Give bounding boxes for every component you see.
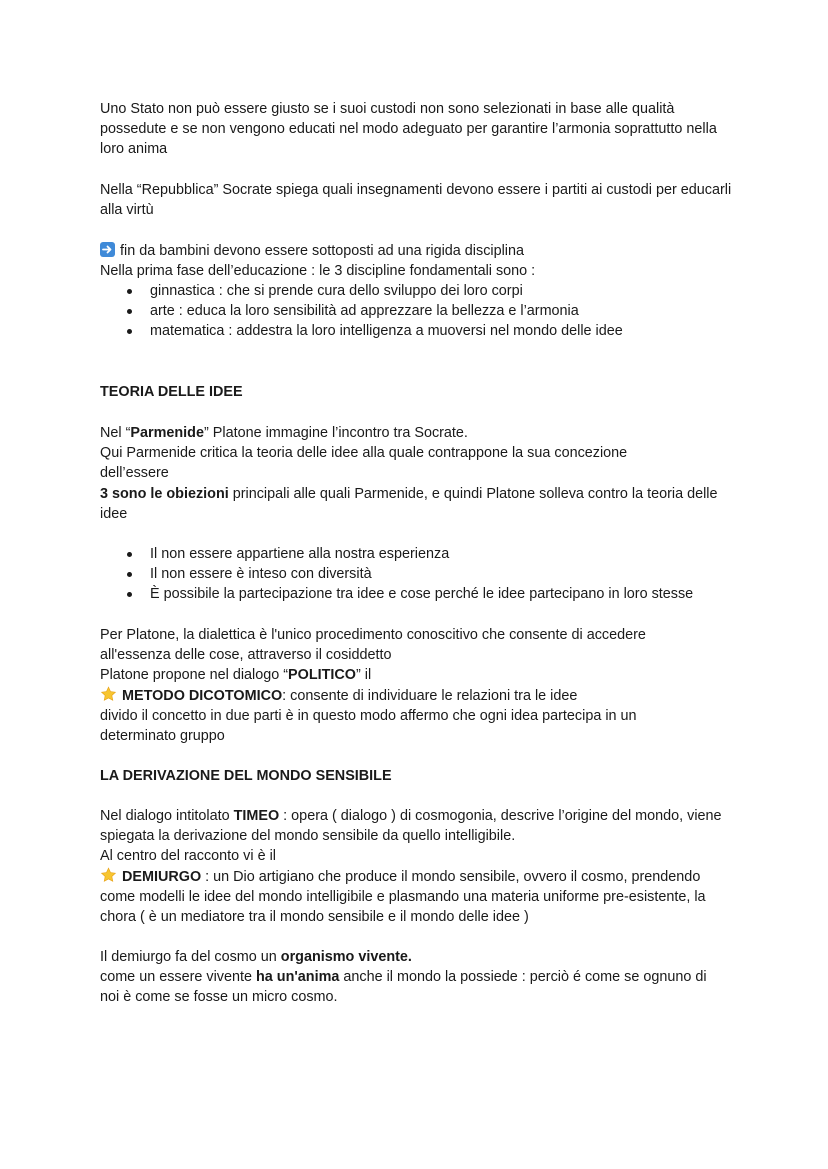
text-fragment: : opera ( dialogo ) di cosmogonia, descrive l’origine del mondo, viene spiegata la derivazione del mondo sensibile da quello intelligibile. [100, 808, 722, 845]
obiezioni-list [100, 544, 760, 605]
timeo-line [100, 806, 755, 846]
bold-demiurgo: DEMIURGO [122, 868, 202, 885]
metodo-line [100, 686, 700, 706]
prima-fase-text: Nella prima fase dell’educazione : le 3 discipline fondamentali sono : [100, 263, 536, 280]
paragraph-dialettica [100, 625, 700, 746]
demiurgo-line [100, 867, 720, 928]
text-fragment: : un Dio artigiano che produce il mondo sensibile, ovvero il cosmo, prendendo come modelli le idee del mondo intelligibile e plasmando una materia uniforme pre-esistente, la chora ( è un mediatore tra il mondo sensibile e il mondo delle idee ) [100, 868, 706, 926]
text-fragment: ” il [356, 667, 372, 684]
text-fragment: Nel dialogo intitolato [100, 808, 234, 824]
centro-racconto-text: Al centro del racconto vi è il [100, 848, 276, 865]
paragraph-parmenide [100, 423, 750, 524]
politico-line [100, 665, 700, 685]
list-item: ginnastica : che si prende cura dello sviluppo dei loro corpi [100, 281, 760, 301]
bold-timeo: TIMEO [233, 808, 280, 824]
list-item: Il non essere è inteso con diversità [100, 564, 760, 584]
text-fragment: : consente di individuare le relazioni tra le idee [282, 687, 578, 704]
paragraph-repubblica: Nella “Repubblica” Socrate spiega quali insegnamenti devono essere i partiti ai custodi per educarli alla virtù [100, 182, 732, 219]
list-item: È possibile la partecipazione tra idee e cose perché le idee partecipano in loro stesse [100, 584, 760, 604]
discipline-list [100, 281, 760, 342]
text-fragment: principali alle quali Parmenide, e quindi Platone solleva contro la teoria delle idee [100, 485, 718, 522]
parmenide-line [100, 423, 750, 443]
heading-teoria-idee: TEORIA DELLE IDEE [100, 384, 243, 400]
text-fragment: come un essere vivente [100, 969, 256, 986]
bold-metodo-dicotomico: METODO DICOTOMICO [122, 687, 283, 704]
disciplina-text: fin da bambini devono essere sottoposti ad una rigida disciplina [120, 243, 524, 259]
bold-anima: ha un'anima [255, 969, 340, 986]
text-fragment: Nel “ [100, 425, 131, 441]
list-item: matematica : addestra la loro intelligenza a muoversi nel mondo delle idee [100, 321, 760, 341]
right-arrow-icon [100, 242, 115, 257]
bold-organismo-vivente: organismo vivente. [280, 949, 412, 965]
disciplina-line [100, 241, 800, 261]
heading-derivazione: LA DERIVAZIONE DEL MONDO SENSIBILE [100, 768, 392, 784]
star-icon [100, 867, 117, 883]
bold-obiezioni: 3 sono le obiezioni [100, 485, 229, 502]
divido-text: divido il concetto in due parti è in questo modo affermo che ogni idea partecipa in un determinato gruppo [100, 707, 637, 745]
text-fragment: ” Platone immagine l’incontro tra Socrate. [203, 425, 468, 441]
list-item: Il non essere appartiene alla nostra esperienza [100, 544, 760, 564]
text-fragment: anche il mondo la possiede : perciò é come se ognuno di noi è come se fosse un micro cosmo. [100, 969, 707, 1006]
anima-line [100, 967, 710, 1007]
bold-politico: POLITICO [288, 667, 356, 684]
dialettica-text: Per Platone, la dialettica è l'unico procedimento conoscitivo che consente di accedere all'essenza delle cose, attraverso il cosiddetto [100, 627, 646, 664]
obiezioni-line [100, 484, 740, 524]
parmenide-critica: Qui Parmenide critica la teoria delle idee alla quale contrappone la sua concezione dell’essere [100, 445, 628, 482]
paragraph-disciplina [100, 241, 800, 281]
paragraph-timeo [100, 806, 760, 927]
bold-parmenide: Parmenide [130, 425, 204, 441]
text-fragment: Il demiurgo fa del cosmo un [100, 949, 281, 965]
star-icon [100, 686, 117, 702]
paragraph-organismo [100, 947, 720, 1008]
organismo-line [100, 947, 720, 967]
text-fragment: Platone propone nel dialogo “ [100, 667, 289, 684]
paragraph-stato: Uno Stato non può essere giusto se i suoi custodi non sono selezionati in base alle qualità possedute e se non vengono educati nel modo adeguato per garantire l’armonia soprattutto nella loro anima [100, 101, 717, 158]
list-item: arte : educa la loro sensibilità ad apprezzare la bellezza e l’armonia [100, 301, 760, 321]
